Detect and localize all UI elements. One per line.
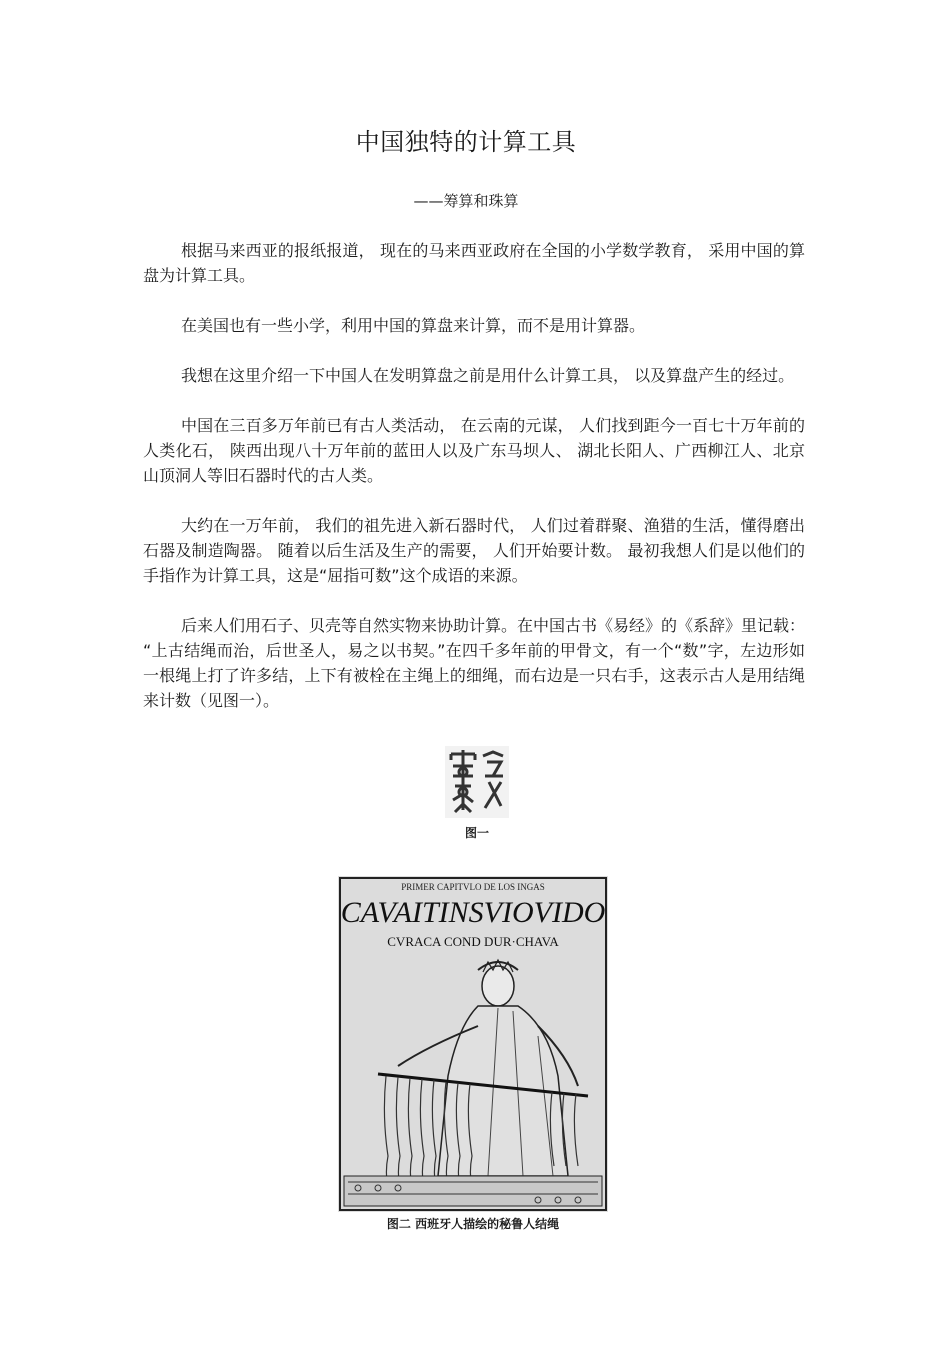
paragraph: 中国在三百多万年前已有古人类活动， 在云南的元谋， 人们找到距今一百七十万年前的人类化石， 陕西出现八十万年前的蓝田人以及广东马坝人、 湖北长阳人、广西柳江人、北京山顶洞人等旧石器时代的古人类。: [143, 416, 805, 485]
paragraph: 后来人们用石子、贝壳等自然实物来协助计算。在中国古书《易经》的《系辞》里记载： “上古结绳而治，后世圣人，易之以书契。”在四千多年前的甲骨文，有一个“数”字，左边形如一根绳上打了许多结，上下有被栓在主绳上的细绳，而右边是一只右手，这表示古人是用结绳来计数（见图一）。: [143, 616, 806, 710]
paragraph: 我想在这里介绍一下中国人在发明算盘之前是用什么计算工具， 以及算盘产生的经过。: [181, 366, 795, 385]
paragraph: 根据马来西亚的报纸报道， 现在的马来西亚政府在全国的小学数学教育， 采用中国的算盘为计算工具。: [143, 241, 805, 285]
body-text: [143, 238, 805, 738]
figure2-caption: 图二 西班牙人描绘的秘鲁人结绳: [386, 1217, 560, 1231]
page-subtitle: ——筹算和珠算: [413, 192, 519, 210]
peruvian-knotted-rope-illustration: [338, 876, 608, 1212]
ancient-shu-character-figure: [445, 746, 509, 818]
paragraph: 在美国也有一些小学，利用中国的算盘来计算，而不是用计算器。: [181, 316, 646, 335]
paragraph: 大约在一万年前， 我们的祖先进入新石器时代， 人们过着群聚、渔猎的生活，懂得磨出石器及制造陶器。 随着以后生活及生产的需要， 人们开始要计数。 最初我想人们是以他们的手指作为计算工具，这是“屈指可数”这个成语的来源。: [143, 516, 805, 585]
banner-line-3: CVRACA COND DUR·CHAVA: [387, 934, 559, 949]
banner-line-2: CAVAITINSVIOVIDO: [340, 896, 606, 929]
figure1-caption: 图一: [464, 826, 489, 840]
page-title: 中国独特的计算工具: [355, 128, 577, 156]
banner-line-1: PRIMER CAPITVLO DE LOS INGAS: [401, 882, 545, 892]
